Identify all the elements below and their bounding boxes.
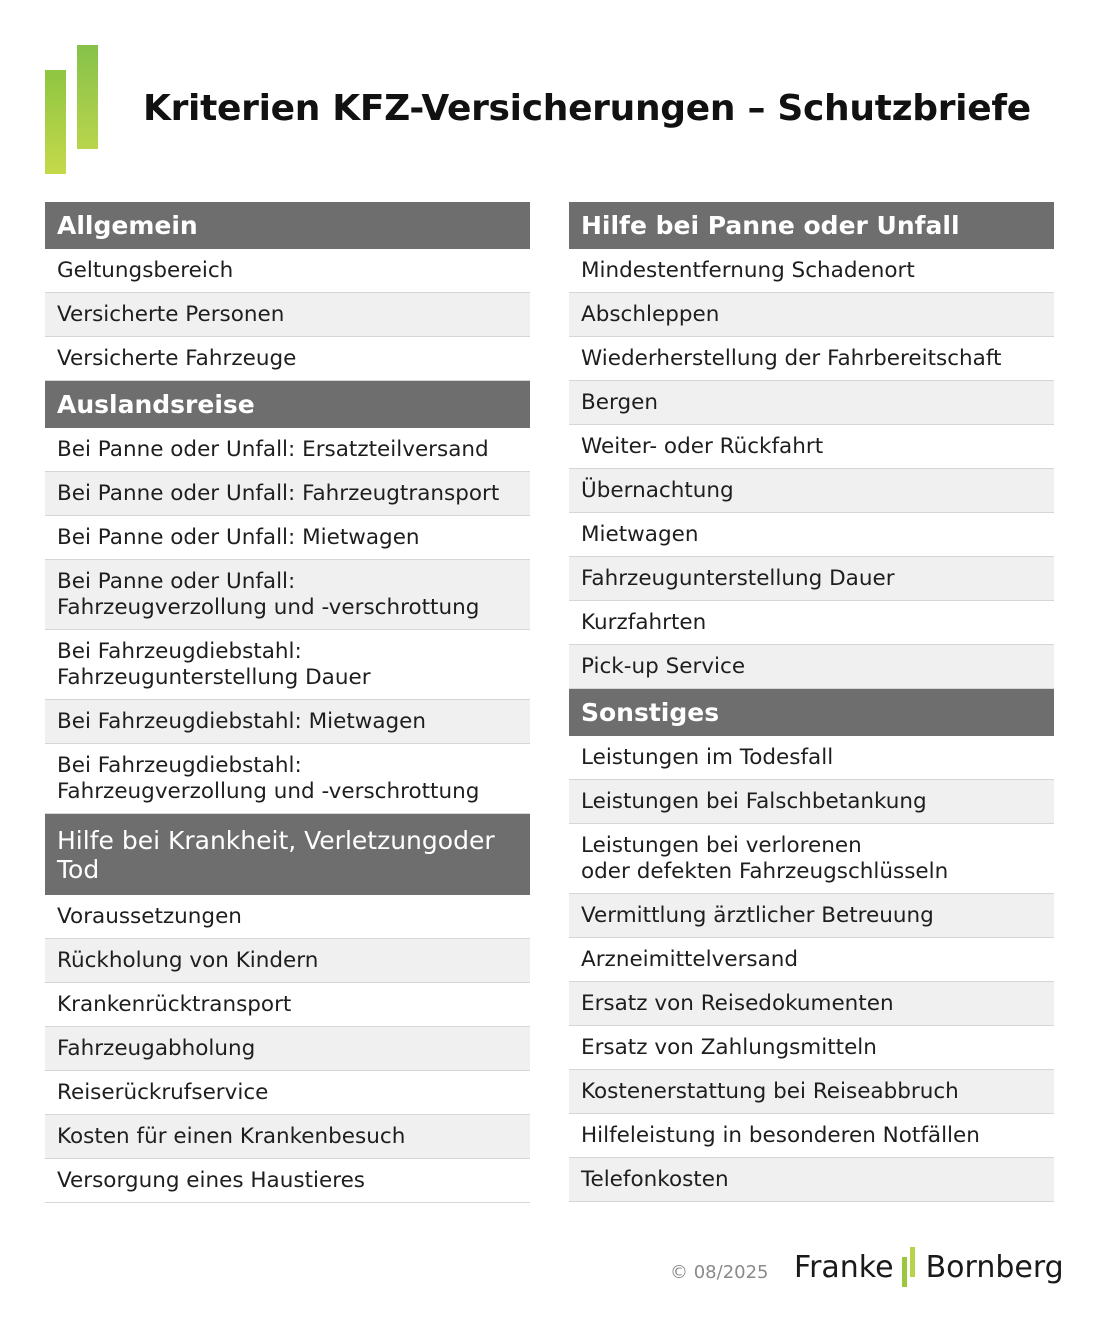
section-header-label: Sonstiges	[581, 698, 720, 727]
criteria-label: Ersatz von Reisedokumenten	[581, 990, 894, 1016]
criteria-label: Arzneimittelversand	[581, 946, 799, 972]
criteria-label: Übernachtung	[581, 477, 734, 503]
criteria-label: Kosten für einen Krankenbesuch	[57, 1123, 406, 1149]
criteria-row-kosten-fuer-einen-krankenbesuch	[45, 1115, 530, 1159]
brand-name-right: Bornberg	[925, 1249, 1064, 1285]
section-header-line: oder Tod	[57, 825, 495, 884]
criteria-label: Telefonkosten	[581, 1166, 729, 1192]
criteria-row-ersatz-von-reisedokumenten	[569, 982, 1054, 1026]
criteria-line: Fahrzeugunterstellung Dauer	[57, 664, 371, 690]
criteria-row-weiter-oder-rueckfahrt	[569, 425, 1054, 469]
section-header-label: Hilfe bei Panne oder Unfall	[581, 211, 960, 240]
criteria-row-reiserueckrufservice	[45, 1071, 530, 1115]
criteria-row-bei-panne-oder-unfall-ersatzteilversand	[45, 428, 530, 472]
criteria-row-kurzfahrten	[569, 601, 1054, 645]
criteria-label: Leistungen bei Falschbetankung	[581, 788, 927, 814]
criteria-label: Bei Panne oder Unfall: Fahrzeugtransport	[57, 480, 500, 506]
criteria-label: Geltungsbereich	[57, 257, 234, 283]
criteria-label: Krankenrücktransport	[57, 991, 292, 1017]
criteria-label: Fahrzeugunterstellung Dauer	[581, 565, 895, 591]
criteria-label: Bei Fahrzeugdiebstahl: Mietwagen	[57, 708, 427, 734]
criteria-row-bei-panne-oder-unfall-mietwagen	[45, 516, 530, 560]
criteria-row-abschleppen	[569, 293, 1054, 337]
criteria-line: Bei Panne oder Unfall:	[57, 568, 296, 594]
criteria-row-bergen	[569, 381, 1054, 425]
section-header-hilfe-bei-krankheit-verletzung-oder-tod	[45, 814, 530, 895]
criteria-label: Voraussetzungen	[57, 903, 242, 929]
logo-bars-icon	[45, 45, 98, 175]
criteria-row-kostenerstattung-bei-reiseabbruch	[569, 1070, 1054, 1114]
criteria-row-bei-fahrzeugdiebstahl-fahrzeugverzollung-und-verschrottung	[45, 744, 530, 814]
criteria-label: Hilfeleistung in besonderen Notfällen	[581, 1122, 980, 1148]
criteria-label: Mietwagen	[581, 521, 699, 547]
criteria-row-voraussetzungen	[45, 895, 530, 939]
criteria-line: oder defekten Fahrzeugschlüsseln	[581, 858, 949, 884]
criteria-label: Bei Panne oder Unfall: Ersatzteilversand	[57, 436, 489, 462]
criteria-row-pick-up-service	[569, 645, 1054, 689]
criteria-label: Abschleppen	[581, 301, 720, 327]
section-header-hilfe-bei-panne-oder-unfall	[569, 202, 1054, 249]
section-header-label: Allgemein	[57, 211, 198, 240]
criteria-row-mietwagen	[569, 513, 1054, 557]
criteria-label: Vermittlung ärztlicher Betreuung	[581, 902, 934, 928]
criteria-label: Kostenerstattung bei Reiseabbruch	[581, 1078, 959, 1104]
copyright-notice: © 08/2025	[670, 1262, 769, 1283]
criteria-label: Versicherte Personen	[57, 301, 285, 327]
criteria-row-arzneimittelversand	[569, 938, 1054, 982]
section-header-line: Hilfe bei Krankheit, Verletzung	[57, 825, 438, 855]
logo-bar-left	[45, 70, 66, 174]
criteria-label: Weiter- oder Rückfahrt	[581, 433, 824, 459]
criteria-line: Bei Fahrzeugdiebstahl:	[57, 638, 302, 664]
criteria-row-bei-panne-oder-unfall-fahrzeugverzollung-und-verschrottung	[45, 560, 530, 630]
criteria-label: Versorgung eines Haustieres	[57, 1167, 365, 1193]
criteria-line: Bei Fahrzeugdiebstahl:	[57, 752, 302, 778]
brand-logo	[794, 1247, 1064, 1287]
criteria-row-fahrzeugunterstellung-dauer	[569, 557, 1054, 601]
criteria-row-bei-fahrzeugdiebstahl-mietwagen	[45, 700, 530, 744]
criteria-row-versicherte-fahrzeuge	[45, 337, 530, 381]
criteria-row-rueckholung-von-kindern	[45, 939, 530, 983]
criteria-label: Bei Panne oder Unfall: Mietwagen	[57, 524, 420, 550]
criteria-label: Fahrzeugabholung	[57, 1035, 256, 1061]
criteria-label: Rückholung von Kindern	[57, 947, 319, 973]
criteria-row-versorgung-eines-haustieres	[45, 1159, 530, 1203]
left-column	[45, 202, 530, 1203]
criteria-label: Reiserückrufservice	[57, 1079, 269, 1105]
criteria-row-vermittlung-aerztlicher-betreuung	[569, 894, 1054, 938]
criteria-label: Kurzfahrten	[581, 609, 707, 635]
section-header-label: Auslandsreise	[57, 390, 255, 419]
right-column	[569, 202, 1054, 1202]
criteria-row-uebernachtung	[569, 469, 1054, 513]
logo-bar-right	[77, 45, 98, 149]
criteria-row-hilfeleistung-in-besonderen-notfaellen	[569, 1114, 1054, 1158]
criteria-row-telefonkosten	[569, 1158, 1054, 1202]
criteria-row-leistungen-im-todesfall	[569, 736, 1054, 780]
criteria-line: Fahrzeugverzollung und -verschrottung	[57, 594, 480, 620]
criteria-line: Fahrzeugverzollung und -verschrottung	[57, 778, 480, 804]
criteria-row-wiederherstellung-der-fahrbereitschaft	[569, 337, 1054, 381]
criteria-row-mindestentfernung-schadenort	[569, 249, 1054, 293]
criteria-row-bei-panne-oder-unfall-fahrzeugtransport	[45, 472, 530, 516]
criteria-label: Pick-up Service	[581, 653, 746, 679]
criteria-label: Ersatz von Zahlungsmitteln	[581, 1034, 877, 1060]
section-header-allgemein	[45, 202, 530, 249]
section-header-auslandsreise	[45, 381, 530, 428]
brand-name-left: Franke	[794, 1249, 894, 1285]
criteria-row-fahrzeugabholung	[45, 1027, 530, 1071]
criteria-label: Mindestentfernung Schadenort	[581, 257, 915, 283]
criteria-label: Bergen	[581, 389, 658, 415]
criteria-row-krankenruecktransport	[45, 983, 530, 1027]
criteria-row-versicherte-personen	[45, 293, 530, 337]
criteria-label: Leistungen im Todesfall	[581, 744, 834, 770]
criteria-line: Leistungen bei verlorenen	[581, 832, 862, 858]
criteria-label: Wiederherstellung der Fahrbereitschaft	[581, 345, 1002, 371]
criteria-row-geltungsbereich	[45, 249, 530, 293]
criteria-row-leistungen-bei-verlorenen-oder-defekten-fahrzeugschluesseln	[569, 824, 1054, 894]
criteria-row-leistungen-bei-falschbetankung	[569, 780, 1054, 824]
section-header-sonstiges	[569, 689, 1054, 736]
criteria-row-ersatz-von-zahlungsmitteln	[569, 1026, 1054, 1070]
brand-mark-icon	[902, 1247, 918, 1287]
criteria-row-bei-fahrzeugdiebstahl-fahrzeugunterstellung-dauer	[45, 630, 530, 700]
page-title: Kriterien KFZ-Versicherungen – Schutzbriefe	[143, 88, 1031, 129]
criteria-label: Versicherte Fahrzeuge	[57, 345, 297, 371]
